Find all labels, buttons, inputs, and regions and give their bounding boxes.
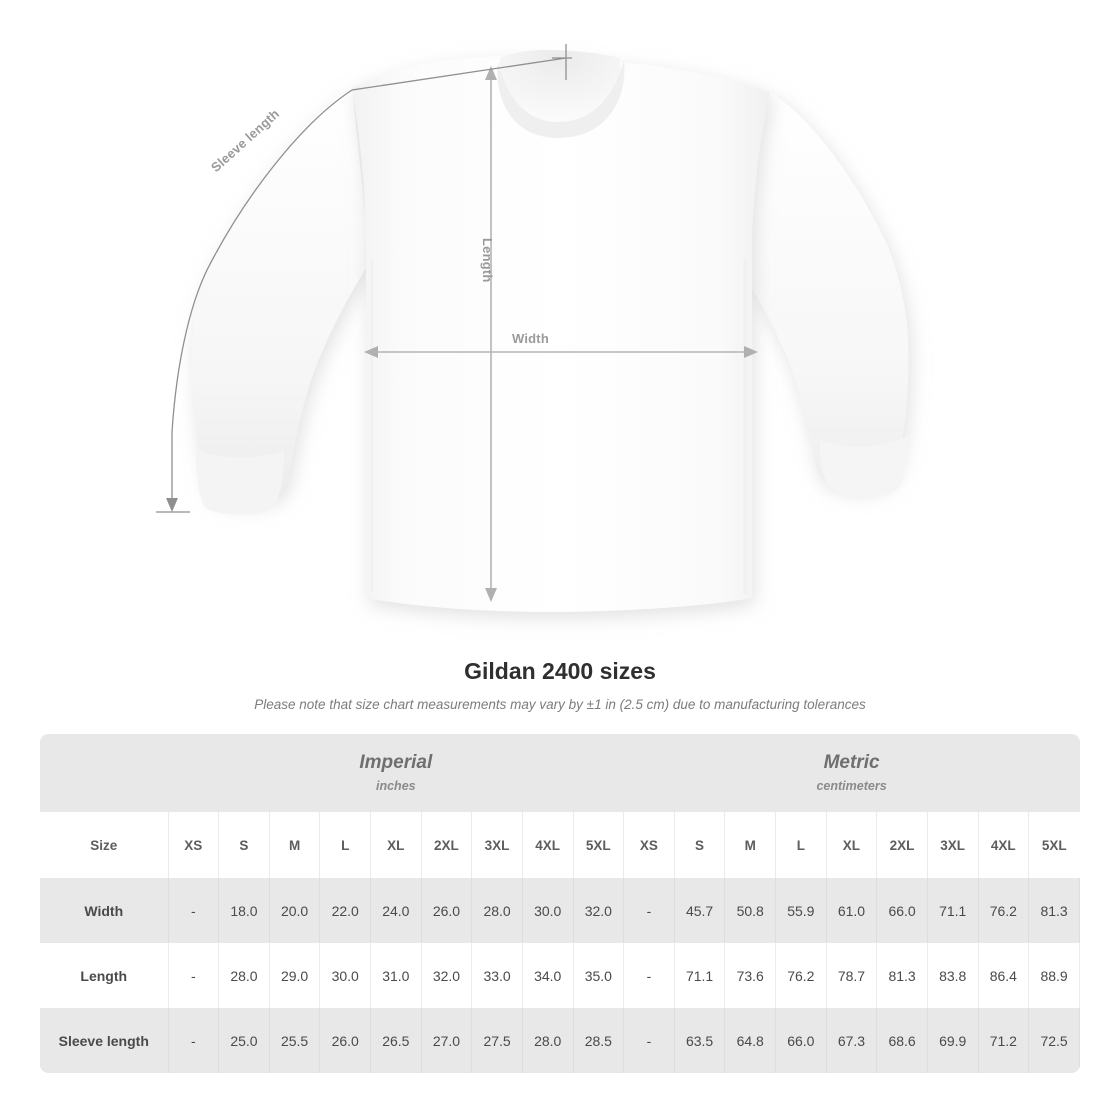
cell-width-metric-xs: - — [624, 878, 675, 943]
cell-width-imperial-5xl: 32.0 — [573, 878, 624, 943]
width-dimension-label: Width — [512, 331, 549, 346]
cell-length-metric-l: 76.2 — [776, 943, 827, 1008]
cell-sleeve-imperial-2xl: 27.0 — [421, 1008, 472, 1073]
cell-length-metric-xs: - — [624, 943, 675, 1008]
cell-sleeve-imperial-xl: 26.5 — [371, 1008, 422, 1073]
unit-header-imperial — [168, 734, 624, 812]
cell-sleeve-imperial-3xl: 27.5 — [472, 1008, 523, 1073]
cell-sleeve-metric-2xl: 68.6 — [877, 1008, 928, 1073]
row-label-length: Length — [40, 943, 168, 1008]
metric-sub-label: centimeters — [816, 778, 887, 793]
cell-width-imperial-s: 18.0 — [219, 878, 270, 943]
cell-width-imperial-l: 22.0 — [320, 878, 371, 943]
cell-sleeve-imperial-s: 25.0 — [219, 1008, 270, 1073]
cell-width-metric-s: 45.7 — [674, 878, 725, 943]
cell-sleeve-metric-4xl: 71.2 — [978, 1008, 1029, 1073]
cell-length-imperial-2xl: 32.0 — [421, 943, 472, 1008]
cell-length-metric-5xl: 88.9 — [1029, 943, 1080, 1008]
cell-length-imperial-4xl: 34.0 — [522, 943, 573, 1008]
header-imperial-2xl: 2XL — [421, 812, 472, 878]
cell-sleeve-metric-xs: - — [624, 1008, 675, 1073]
cell-sleeve-imperial-l: 26.0 — [320, 1008, 371, 1073]
cell-width-imperial-2xl: 26.0 — [421, 878, 472, 943]
cell-width-metric-2xl: 66.0 — [877, 878, 928, 943]
metric-label: Metric — [823, 752, 880, 774]
cell-sleeve-metric-3xl: 69.9 — [927, 1008, 978, 1073]
imperial-sub-label: inches — [376, 778, 416, 793]
row-label-width: Width — [40, 878, 168, 943]
header-imperial-l: L — [320, 812, 371, 878]
header-metric-s: S — [674, 812, 725, 878]
cell-length-imperial-xs: - — [168, 943, 219, 1008]
cell-sleeve-imperial-xs: - — [168, 1008, 219, 1073]
cell-sleeve-metric-l: 66.0 — [776, 1008, 827, 1073]
header-size: Size — [40, 812, 168, 878]
cell-length-metric-xl: 78.7 — [826, 943, 877, 1008]
header-metric-l: L — [776, 812, 827, 878]
header-metric-4xl: 4XL — [978, 812, 1029, 878]
table-row — [40, 878, 1080, 943]
header-metric-xl: XL — [826, 812, 877, 878]
cell-sleeve-imperial-5xl: 28.5 — [573, 1008, 624, 1073]
table-row — [40, 943, 1080, 1008]
cell-width-metric-m: 50.8 — [725, 878, 776, 943]
cell-sleeve-metric-s: 63.5 — [674, 1008, 725, 1073]
unit-header-spacer — [40, 734, 168, 812]
header-metric-m: M — [725, 812, 776, 878]
unit-group-header-row — [40, 734, 1080, 812]
cell-length-imperial-s: 28.0 — [219, 943, 270, 1008]
header-imperial-5xl: 5XL — [573, 812, 624, 878]
title-block — [0, 658, 1120, 712]
header-imperial-xl: XL — [371, 812, 422, 878]
cell-sleeve-metric-xl: 67.3 — [826, 1008, 877, 1073]
sleeve-length-dimension-label: Sleeve length — [207, 106, 283, 175]
header-imperial-4xl: 4XL — [522, 812, 573, 878]
header-metric-xs: XS — [624, 812, 675, 878]
cell-width-metric-4xl: 76.2 — [978, 878, 1029, 943]
table-row — [40, 1008, 1080, 1073]
cell-width-metric-xl: 61.0 — [826, 878, 877, 943]
length-dimension-label: Length — [480, 238, 495, 283]
header-imperial-s: S — [219, 812, 270, 878]
cell-length-imperial-3xl: 33.0 — [472, 943, 523, 1008]
tolerance-note: Please note that size chart measurements may vary by ±1 in (2.5 cm) due to manufacturing tolerances — [254, 697, 866, 712]
cell-length-metric-2xl: 81.3 — [877, 943, 928, 1008]
row-label-sleeve-length: Sleeve length — [40, 1008, 168, 1073]
cell-length-imperial-5xl: 35.0 — [573, 943, 624, 1008]
cell-length-metric-s: 71.1 — [674, 943, 725, 1008]
cell-width-imperial-3xl: 28.0 — [472, 878, 523, 943]
cell-length-imperial-xl: 31.0 — [371, 943, 422, 1008]
size-chart-table — [40, 734, 1080, 1073]
cell-width-imperial-xs: - — [168, 878, 219, 943]
cell-width-imperial-xl: 24.0 — [371, 878, 422, 943]
header-imperial-xs: XS — [168, 812, 219, 878]
cell-length-metric-m: 73.6 — [725, 943, 776, 1008]
size-header-row — [40, 812, 1080, 878]
cell-length-imperial-m: 29.0 — [269, 943, 320, 1008]
cell-sleeve-metric-5xl: 72.5 — [1029, 1008, 1080, 1073]
cell-width-imperial-m: 20.0 — [269, 878, 320, 943]
cell-length-imperial-l: 30.0 — [320, 943, 371, 1008]
header-metric-5xl: 5XL — [1041, 837, 1067, 853]
cell-width-metric-5xl: 81.3 — [1029, 878, 1080, 943]
cell-length-metric-3xl: 83.8 — [927, 943, 978, 1008]
header-metric-3xl: 3XL — [927, 812, 978, 878]
imperial-label: Imperial — [359, 752, 433, 774]
size-chart-table-wrap — [40, 734, 1080, 1073]
cell-width-imperial-4xl: 30.0 — [522, 878, 573, 943]
cell-sleeve-imperial-m: 25.5 — [269, 1008, 320, 1073]
cell-sleeve-metric-m: 64.8 — [725, 1008, 776, 1073]
header-imperial-m: M — [269, 812, 320, 878]
cell-width-metric-3xl: 71.1 — [927, 878, 978, 943]
cell-width-metric-l: 55.9 — [776, 878, 827, 943]
header-imperial-3xl: 3XL — [472, 812, 523, 878]
page-title: Gildan 2400 sizes — [464, 658, 656, 684]
cell-sleeve-imperial-4xl: 28.0 — [522, 1008, 573, 1073]
header-metric-2xl: 2XL — [877, 812, 928, 878]
cell-length-metric-4xl: 86.4 — [978, 943, 1029, 1008]
unit-header-metric — [624, 734, 1080, 812]
